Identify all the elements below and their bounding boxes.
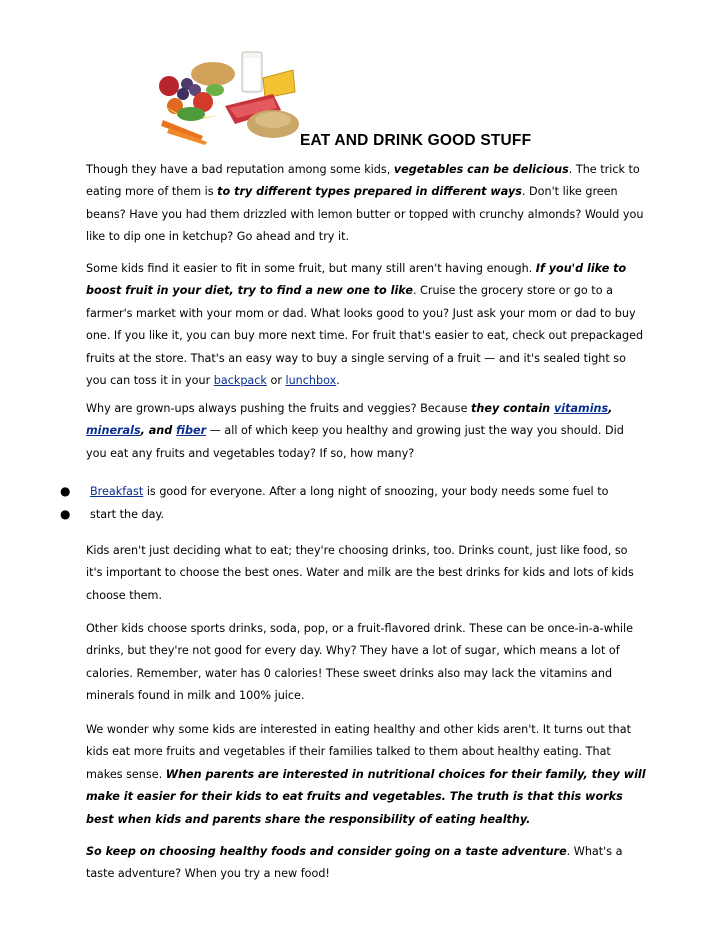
paragraph-fruit: Some kids find it easier to fit in some fruit, but many still aren't having enough. If you'd like to boost fruit in your diet, try to find a new one to like. Cruise the grocery store or go to a farmer's market with your mom or dad. What looks good to you? Just ask your mom or dad to buy one. If you like it, you can buy more next time. For fruit that's easier to eat, check out prepackaged fruits at the store. That's an easy way to buy a single serving of a fruit — and it's sealed tight so you can toss it in your backpack or lunchbox.: [86, 262, 644, 388]
paragraph-taste-adventure: So keep on choosing healthy foods and consider going on a taste adventure. What's a taste adventure? When you try a new food!: [86, 845, 623, 881]
list-item: ● start the day.: [60, 503, 164, 526]
minerals-link[interactable]: minerals: [86, 424, 141, 438]
bullet-icon: ●: [60, 484, 71, 498]
backpack-link[interactable]: backpack: [213, 374, 267, 388]
paragraph-vegetables: Though they have a bad reputation among some kids, vegetables can be delicious. The trick to eating more of them is to try different types prepared in different ways. Don't like green beans? Have you had them drizzled with lemon butter or topped with crunchy almonds? Would you like to dip one in ketchup? Go ahead and try it.: [86, 163, 644, 244]
page-title: EAT AND DRINK GOOD STUFF: [300, 132, 532, 149]
list-item: ● Breakfast is good for everyone. After a long night of snoozing, your body needs some fuel to: [60, 480, 608, 503]
paragraph-sugary-drinks: Other kids choose sports drinks, soda, pop, or a fruit-flavored drink. These can be once-in-a-while drinks, but they're not good for every day. Why? They have a lot of sugar, which means a lot of calories. Remember, water has 0 calories! These sweet drinks also may lack the vitamins and minerals found in milk and 100% juice.: [86, 622, 634, 703]
lunchbox-link[interactable]: lunchbox: [285, 374, 337, 388]
vitamins-link[interactable]: vitamins: [554, 402, 609, 415]
paragraph-nutrients: Why are grown-ups always pushing the fruits and veggies? Because they contain vitamins, minerals, and fiber — all of which keep you healthy and growing just the way you should. Did you eat any fruits and vegetables today? If so, how many?: [86, 402, 624, 460]
bullet-icon: ●: [60, 507, 71, 521]
breakfast-link[interactable]: Breakfast: [90, 485, 144, 498]
paragraph-families: We wonder why some kids are interested in eating healthy and other kids aren't. It turns out that kids eat more fruits and vegetables if their families talked to them about healthy eating. That makes sense. When parents are interested in nutritional choices for their family, they will make it easier for their kids to eat fruits and vegetables. The truth is that this works best when kids and parents share the responsibility of eating healthy.: [86, 723, 646, 826]
paragraph-drinks: Kids aren't just deciding what to eat; they're choosing drinks, too. Drinks count, just like food, so it's important to choose the best ones. Water and milk are the best drinks for kids and lots of kids choose them.: [86, 544, 634, 602]
fiber-link[interactable]: fiber: [176, 424, 207, 438]
healthy-food-illustration-icon: [155, 48, 300, 146]
